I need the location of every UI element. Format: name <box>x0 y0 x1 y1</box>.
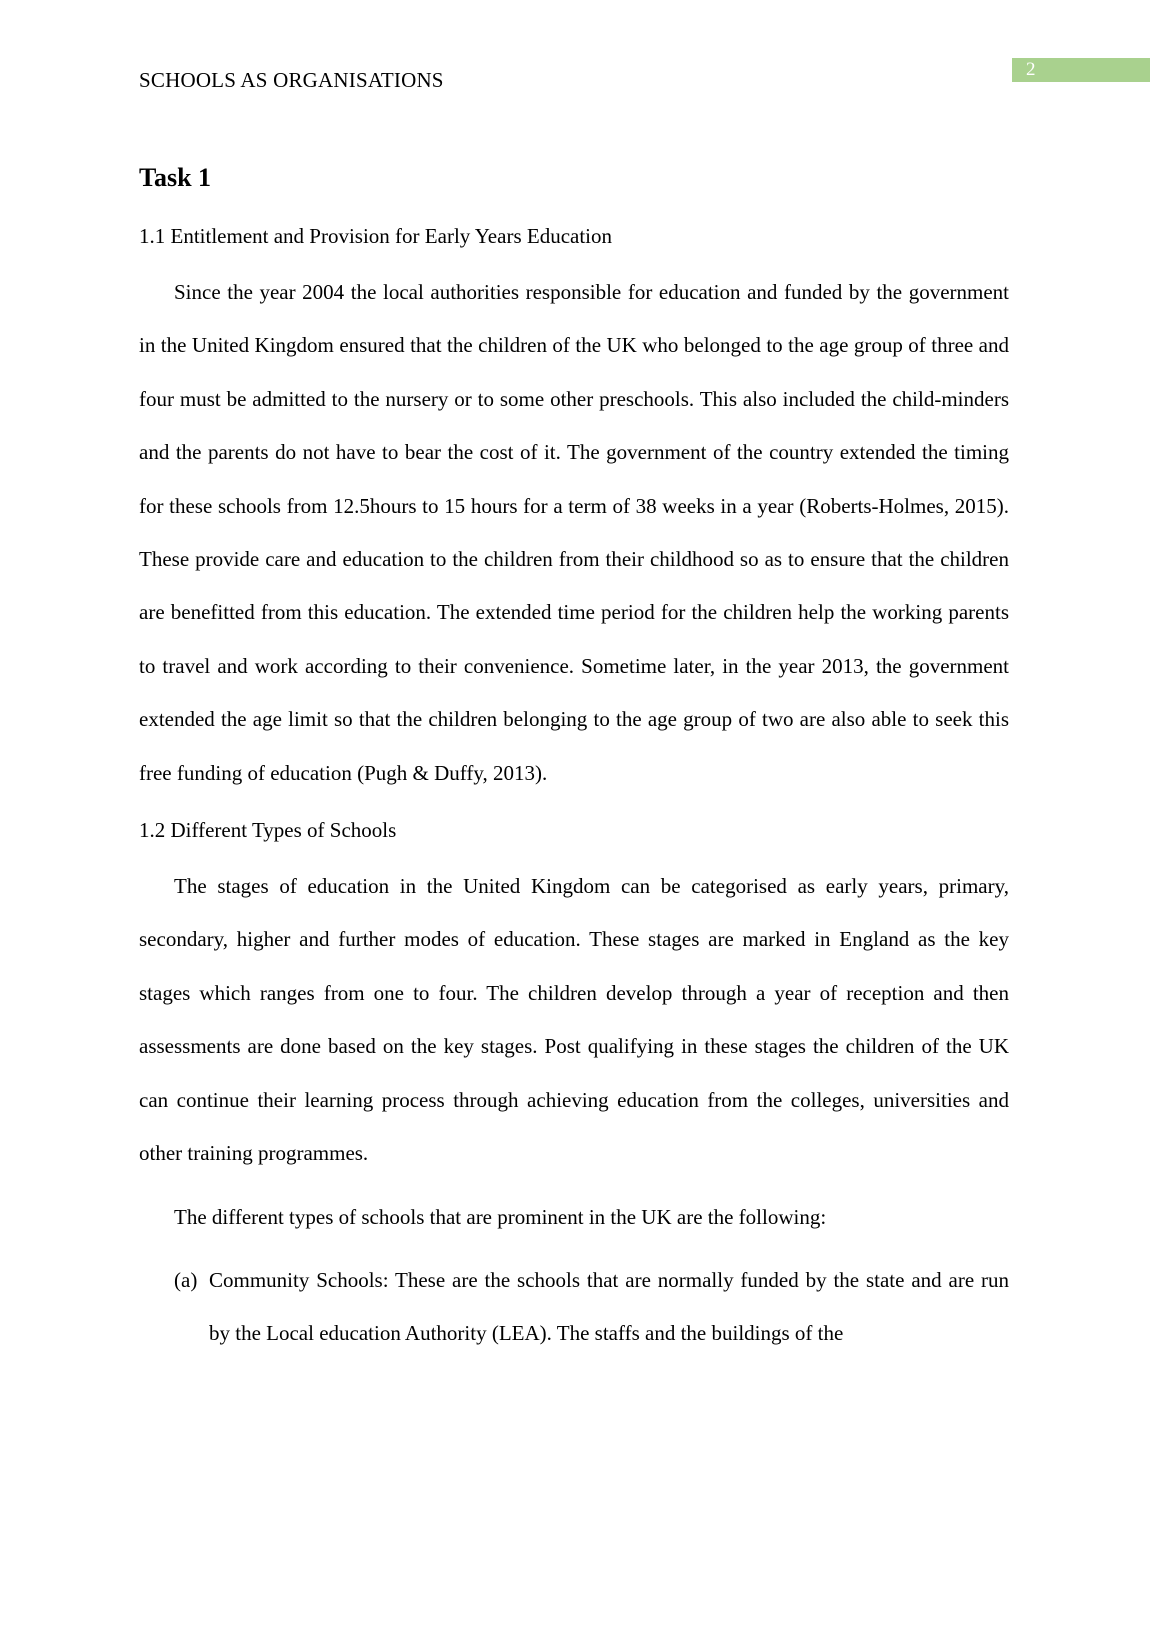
section-heading-1-2: 1.2 Different Types of Schools <box>139 818 397 843</box>
document-body <box>139 158 1009 1361</box>
task-title: Task 1 <box>139 163 212 192</box>
page-number-badge <box>1012 58 1150 82</box>
list-item-text: Community Schools: These are the schools that are normally funded by the state and are run by the Local education Authority (LEA). The staffs and the buildings of the <box>209 1267 1009 1346</box>
list-marker: (a) <box>174 1267 198 1292</box>
list-item <box>174 1254 1009 1361</box>
section-heading-1-1: 1.1 Entitlement and Provision for Early Years Education <box>139 224 613 248</box>
paragraph-early-years: Since the year 2004 the local authorities responsible for education and funded by the government in the United Kingdom ensured that the children of the UK who belonged to the age group of three and four must be admitted to the nursery or to some other preschools. This also included the child-minders and the parents do not have to bear the cost of it. The government of the country extended the timing for these schools from 12.5hours to 15 hours for a term of 38 weeks in a year (Roberts-Holmes, 2015). These provide care and education to the children from their childhood so as to ensure that the children are benefitted from this education. The extended time period for the children help the working parents to travel and work according to their convenience. Sometime later, in the year 2013, the government extended the age limit so that the children belonging to the age group of two are also able to seek this free funding of education (Pugh & Duffy, 2013). <box>139 280 1009 785</box>
paragraph-stages: The stages of education in the United Kingdom can be categorised as early years, primary, secondary, higher and further modes of education. These stages are marked in England as the key stages which ranges from one to four. The children develop through a year of reception and then assessments are done based on the key stages. Post qualifying in these stages the children of the UK can continue their learning process through achieving education from the colleges, universities and other training programmes. <box>139 874 1009 1166</box>
paragraph-types-intro: The different types of schools that are prominent in the UK are the following: <box>174 1204 827 1229</box>
running-head: SCHOOLS AS ORGANISATIONS <box>139 68 444 92</box>
page-number: 2 <box>1026 59 1036 80</box>
